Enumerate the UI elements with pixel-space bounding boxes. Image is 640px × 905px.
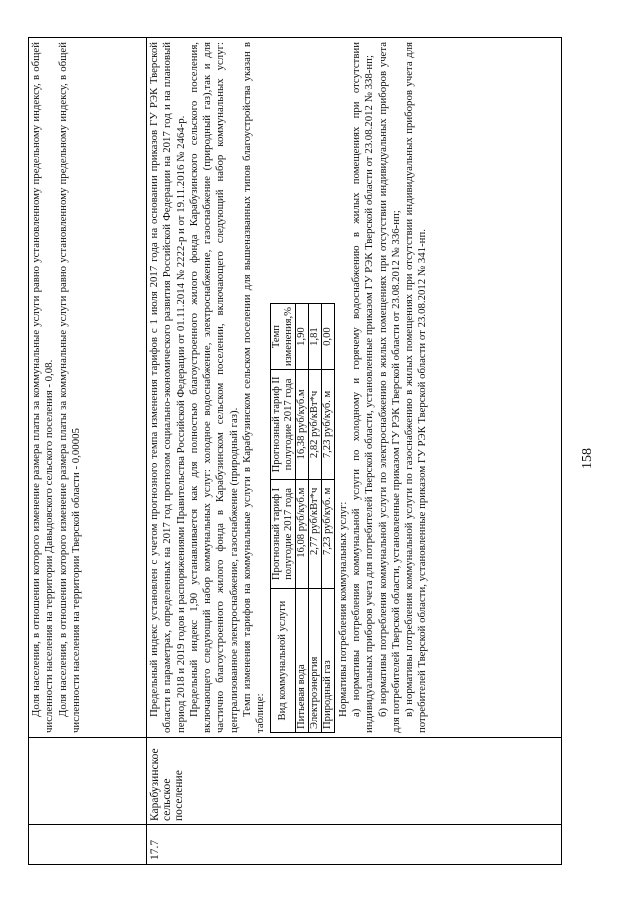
cell-num-empty bbox=[29, 825, 147, 865]
tariff-cell: Питьевая вода bbox=[295, 589, 308, 733]
cell-settlement-name: Карабузинское сельское поселение bbox=[147, 738, 562, 825]
tariff-cell: 0,00 bbox=[321, 304, 334, 370]
prev-paragraph-1: Доля населения, в отношении которого изменение размера платы за коммунальные услуги равно установленному предельному индексу, в общей численности населения на территории Давыдовского сельского поселения - 0,08. bbox=[30, 42, 56, 733]
tariff-header-row bbox=[270, 304, 295, 733]
tariff-cell: 7,23 руб/куб. м bbox=[321, 370, 334, 480]
tariff-row bbox=[308, 304, 321, 733]
tariff-cell: 1,90 bbox=[295, 304, 308, 370]
tariff-cell: 2,77 руб/кВт*ч bbox=[308, 479, 321, 589]
cell-row-text bbox=[147, 38, 562, 738]
cell-row-number bbox=[147, 825, 562, 865]
prev-paragraph-2: Доля населения, в отношении которого изменение размера платы за коммунальные услуги равно установленному предельному индексу, в общей численности населения на территории Тверской области - 0,00005 bbox=[56, 42, 82, 733]
tariff-cell: 16,08 руб/куб.м bbox=[295, 479, 308, 589]
tariff-cell: 1,81 bbox=[308, 304, 321, 370]
tariff-table bbox=[270, 303, 335, 733]
rotated-page bbox=[28, 37, 616, 877]
tariff-header-rate: Темп изменения,% bbox=[270, 304, 295, 370]
tariff-cell: Электроэнергия bbox=[308, 589, 321, 733]
tariff-cell: 16,38 руб/куб.м bbox=[295, 370, 308, 480]
cell-name-empty bbox=[29, 738, 147, 825]
tariff-header-h1: Прогнозный тариф I полугодие 2017 года bbox=[270, 479, 295, 589]
paragraph-2: Предельный индекс 1,90 устанавливается как для полностью благоустроенного жилого фонда Карабузинского сельского поселения, включающего следующий набор коммунальных услуг: холодное водоснабжение, электроснабжение, газоснабжение (природный газ),так и для частично благоустроенного жилого фонда в Карабузинском сельском поселении, включающего следующий набор коммунальных услуг: централизованное электроснабжение, газоснабжение (природный газ). bbox=[187, 42, 240, 733]
paragraph-4: Нормативы потребления коммунальных услуг: bbox=[336, 501, 349, 717]
main-table bbox=[28, 37, 562, 865]
table-row-17-7 bbox=[147, 38, 562, 865]
paragraph-5: а) нормативы потребления коммунальной услуги по холодному и горячему водоснабжению в жилых помещениях при отсутствии индивидуальных приборов учета для потребителей Тверской области, установленные приказом ГУ РЭК Тверской области от 23.08.2012 № 338-нп; bbox=[349, 42, 376, 733]
tariff-header-h2: Прогнозный тариф II полугодие 2017 года bbox=[270, 370, 295, 480]
page-number: 158 bbox=[580, 448, 595, 469]
tariff-cell: Природный газ bbox=[321, 589, 334, 733]
tariff-row bbox=[295, 304, 308, 733]
paragraph-6: б) нормативы потребления коммунальной услуги по электроснабжению в жилых помещениях при отсутствии индивидуальных приборов учета для потребителей Тверской области, установленные приказом ГУ РЭК Тверской области от 23.08.2012 № 336-нп; bbox=[376, 42, 402, 733]
paragraph-1: Предельный индекс установлен с учетом прогнозного темпа изменения тарифов с 1 июля 2017 года на основании приказов ГУ РЭК Тверской области в параметрах, определенных на 2017 год прогнозом социально-экономического развития Российской Федерации на 2017 год и на плановый период 2018 и 2019 годов и распоряжениями Правительства Российской Федерации от 01.11.2014 № 2222-р и от 19.11.2016 № 2464-р. bbox=[148, 42, 187, 733]
tariff-row bbox=[321, 304, 334, 733]
tariff-header-service: Вид коммунальной услуги bbox=[270, 589, 295, 733]
cell-prev-text bbox=[29, 38, 147, 738]
paragraph-7: в) нормативы потребления коммунальной услуги по газоснабжению в жилых помещениях при отсутствии индивидуальных приборов учета для потребителей Тверской области, установленные приказом ГУ РЭК Тверской области от 23.08.2012 № 341-нп. bbox=[403, 42, 429, 733]
paragraph-3: Темп изменения тарифов на коммунальные услуги в Карабузинском сельском поселении для вышеназванных типов благоустройства указан в таблице: bbox=[241, 42, 267, 733]
row-number: 17.7 bbox=[149, 839, 161, 860]
tariff-cell: 2,82 руб/кВт*ч bbox=[308, 370, 321, 480]
table-row-prev bbox=[29, 38, 147, 865]
tariff-cell: 7,23 руб/куб. м bbox=[321, 479, 334, 589]
